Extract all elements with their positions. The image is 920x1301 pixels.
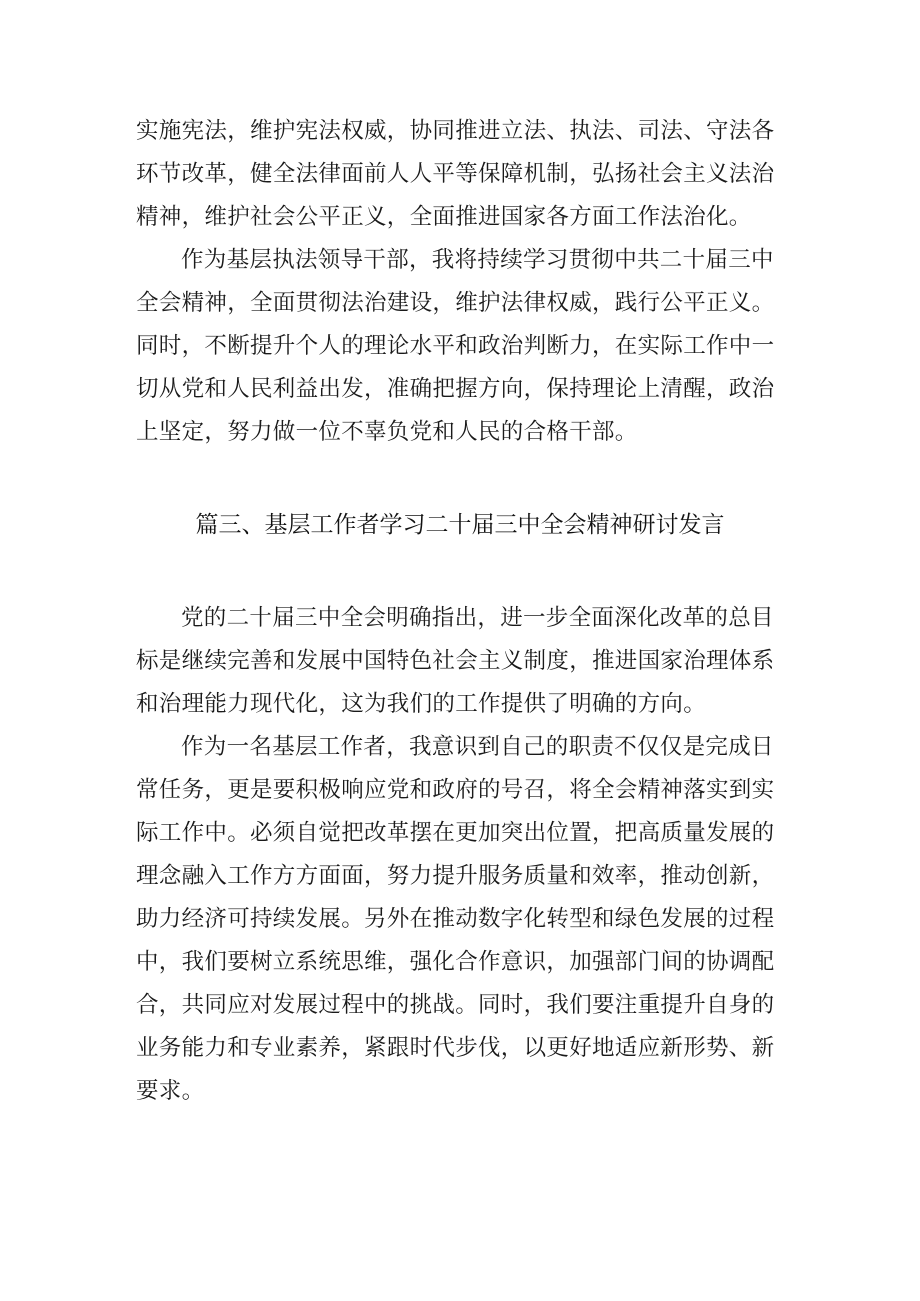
text-line: 精神，维护社会公平正义，全面推进国家各方面工作法治化。 [136, 204, 752, 230]
paragraph-rule-of-law [136, 110, 784, 239]
text-line: 同时，不断提升个人的理论水平和政治判断力，在实际工作中一 [136, 333, 775, 359]
text-line: 合，共同应对发展过程中的挑战。同时，我们要注重提升自身的 [136, 992, 775, 1018]
text-line: 实施宪法，维护宪法权威，协同推进立法、执法、司法、守法各 [136, 118, 775, 144]
text-line: 切从党和人民利益出发，准确把握方向，保持理论上清醒，政治 [136, 376, 775, 402]
paragraph-plenum-goal [136, 597, 784, 726]
paragraph-grassroots-worker [136, 726, 784, 1113]
text-line: 作为一名基层工作者，我意识到自己的职责不仅仅是完成日 [181, 734, 774, 760]
text-line: 常任务，更是要积极响应党和政府的号召，将全会精神落实到实 [136, 777, 775, 803]
text-line: 环节改革，健全法律面前人人平等保障机制，弘扬社会主义法治 [136, 161, 775, 187]
text-line: 标是继续完善和发展中国特色社会主义制度，推进国家治理体系 [136, 648, 775, 674]
text-line: 中，我们要树立系统思维，强化合作意识，加强部门间的协调配 [136, 949, 775, 975]
text-line: 助力经济可持续发展。另外在推动数字化转型和绿色发展的过程 [136, 906, 775, 932]
text-line: 和治理能力现代化，这为我们的工作提供了明确的方向。 [136, 691, 707, 717]
document-page [136, 110, 784, 1113]
text-line: 业务能力和专业素养，紧跟时代步伐，以更好地适应新形势、新 [136, 1035, 775, 1061]
text-line: 作为基层执法领导干部，我将持续学习贯彻中共二十届三中 [181, 247, 774, 273]
paragraph-law-enforcement-leader [136, 239, 784, 454]
text-line: 党的二十届三中全会明确指出，进一步全面深化改革的总目 [181, 605, 774, 631]
text-line: 全会精神，全面贯彻法治建设，维护法律权威，践行公平正义。 [136, 290, 775, 316]
text-line: 上坚定，努力做一位不辜负党和人民的合格干部。 [136, 419, 638, 445]
text-line: 际工作中。必须自觉把改革摆在更加突出位置，把高质量发展的 [136, 820, 775, 846]
section-heading: 篇三、基层工作者学习二十届三中全会精神研讨发言 [195, 512, 725, 538]
text-line: 要求。 [136, 1078, 205, 1104]
text-line: 理念融入工作方方面面，努力提升服务质量和效率，推动创新， [136, 863, 775, 889]
